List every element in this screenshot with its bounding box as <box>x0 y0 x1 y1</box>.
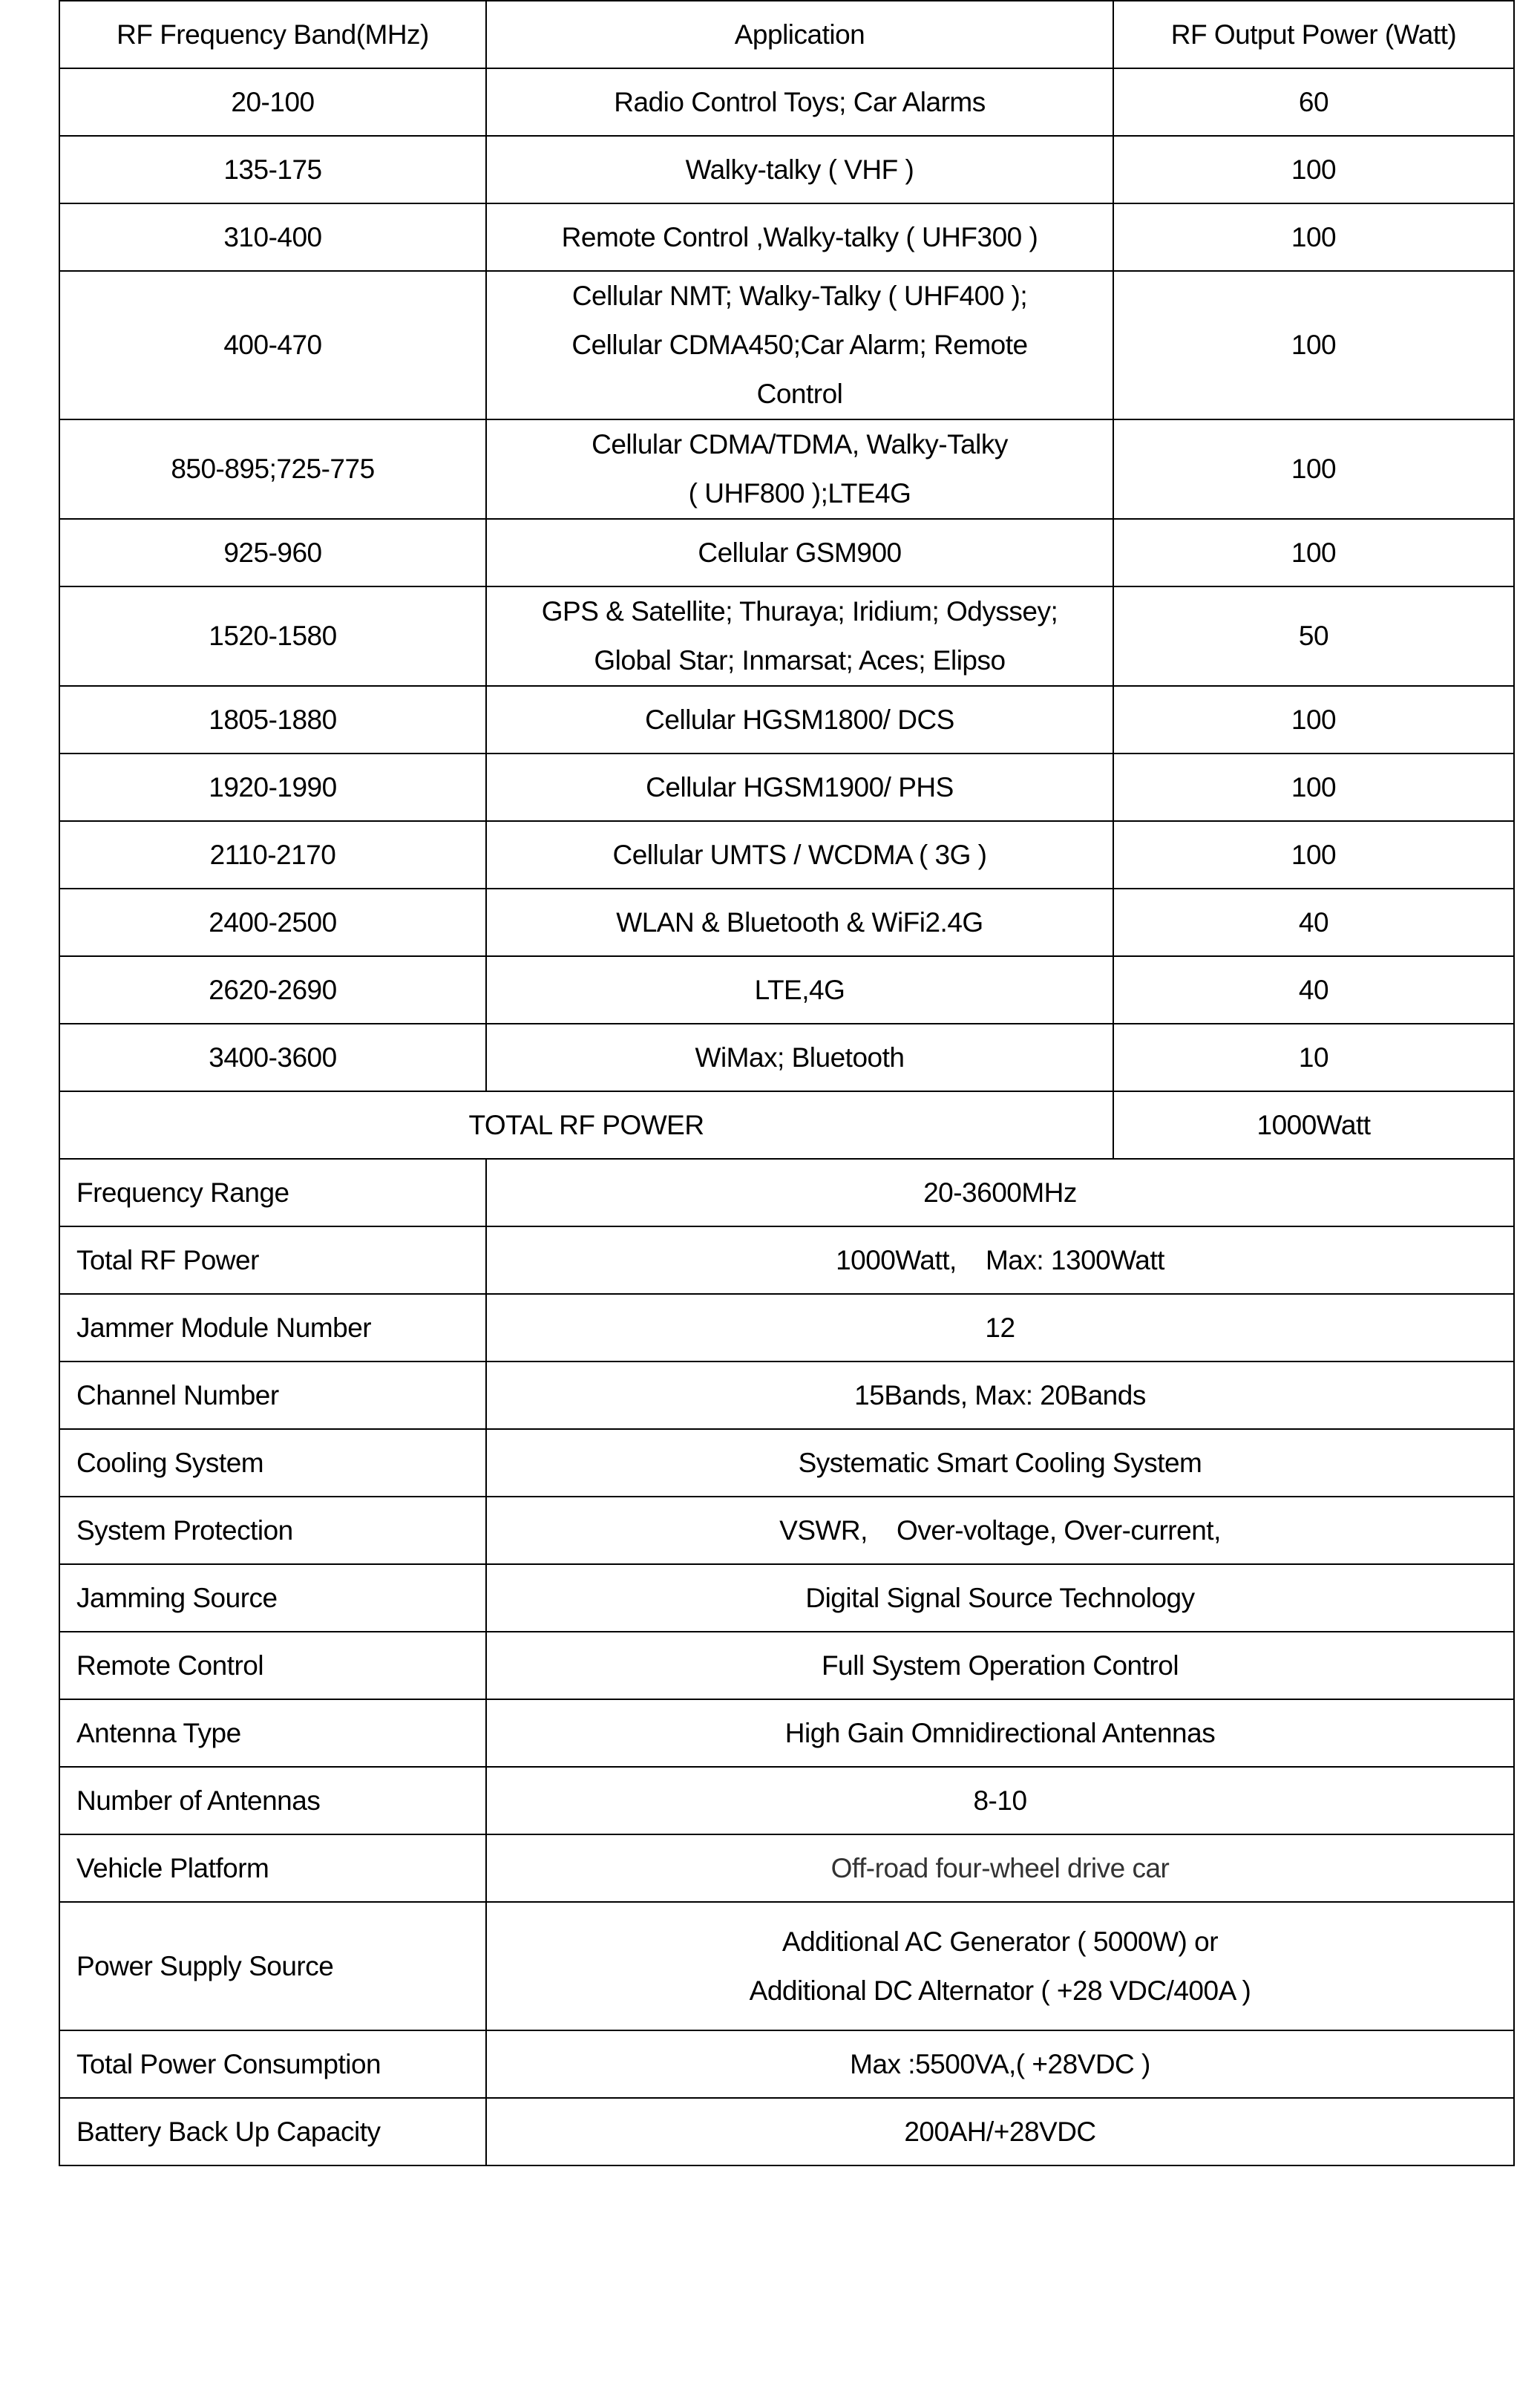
table-row <box>59 519 1514 586</box>
application-line: Control <box>756 379 843 409</box>
band-cell: 1920-1990 <box>59 754 486 821</box>
spec-label: Power Supply Source <box>59 1902 486 2030</box>
spec-label: Jammer Module Number <box>59 1294 486 1362</box>
spec-label: Frequency Range <box>59 1159 486 1226</box>
band-cell: 925-960 <box>59 519 486 586</box>
band-cell: 310-400 <box>59 203 486 271</box>
table-row <box>59 889 1514 956</box>
application-cell: Cellular HGSM1900/ PHS <box>486 754 1113 821</box>
spec-row <box>59 2098 1514 2165</box>
application-line: Cellular NMT; Walky-Talky ( UHF400 ); <box>571 281 1028 311</box>
power-cell: 10 <box>1113 1024 1514 1091</box>
application-line: GPS & Satellite; Thuraya; Iridium; Odyssey; <box>541 596 1058 627</box>
spec-row <box>59 1632 1514 1699</box>
power-cell: 50 <box>1113 586 1514 686</box>
band-cell: 135-175 <box>59 136 486 203</box>
band-cell: 1805-1880 <box>59 686 486 754</box>
total-rf-power-label: TOTAL RF POWER <box>59 1091 1113 1159</box>
spec-value: 200AH/+28VDC <box>486 2098 1514 2165</box>
spec-value: Systematic Smart Cooling System <box>486 1429 1514 1497</box>
spec-value: 15Bands, Max: 20Bands <box>486 1362 1514 1429</box>
table-row <box>59 956 1514 1024</box>
spec-row <box>59 1429 1514 1497</box>
spec-value: 20-3600MHz <box>486 1159 1514 1226</box>
table-row <box>59 686 1514 754</box>
table-row <box>59 586 1514 686</box>
spec-label: Total RF Power <box>59 1226 486 1294</box>
power-cell: 100 <box>1113 203 1514 271</box>
spec-value: 8-10 <box>486 1767 1514 1834</box>
power-cell: 100 <box>1113 271 1514 419</box>
application-cell: Cellular HGSM1800/ DCS <box>486 686 1113 754</box>
spec-label: System Protection <box>59 1497 486 1564</box>
band-cell: 2110-2170 <box>59 821 486 889</box>
application-line: Cellular CDMA/TDMA, Walky-Talky <box>592 429 1008 460</box>
table-row <box>59 754 1514 821</box>
spec-value <box>486 1902 1514 2030</box>
spec-label: Battery Back Up Capacity <box>59 2098 486 2165</box>
spec-row <box>59 1902 1514 2030</box>
spec-label: Channel Number <box>59 1362 486 1429</box>
power-cell: 100 <box>1113 136 1514 203</box>
spec-value: 1000Watt, Max: 1300Watt <box>486 1226 1514 1294</box>
spec-label: Total Power Consumption <box>59 2030 486 2098</box>
spec-value: High Gain Omnidirectional Antennas <box>486 1699 1514 1767</box>
power-cell: 60 <box>1113 68 1514 136</box>
spec-row <box>59 1834 1514 1902</box>
spec-label: Antenna Type <box>59 1699 486 1767</box>
application-cell <box>486 419 1113 519</box>
table-row <box>59 136 1514 203</box>
power-cell: 100 <box>1113 519 1514 586</box>
application-cell: WiMax; Bluetooth <box>486 1024 1113 1091</box>
spec-value: Full System Operation Control <box>486 1632 1514 1699</box>
spec-label: Vehicle Platform <box>59 1834 486 1902</box>
power-cell: 100 <box>1113 754 1514 821</box>
application-cell: Walky-talky ( VHF ) <box>486 136 1113 203</box>
spec-value: Off-road four-wheel drive car <box>486 1834 1514 1902</box>
band-cell: 2620-2690 <box>59 956 486 1024</box>
spec-value: Digital Signal Source Technology <box>486 1564 1514 1632</box>
spec-label: Number of Antennas <box>59 1767 486 1834</box>
table-row <box>59 1024 1514 1091</box>
spec-label: Remote Control <box>59 1632 486 1699</box>
application-line: ( UHF800 );LTE4G <box>688 478 911 509</box>
table-row <box>59 203 1514 271</box>
application-line: Cellular CDMA450;Car Alarm; Remote <box>571 330 1028 360</box>
spec-value: Max :5500VA,( +28VDC ) <box>486 2030 1514 2098</box>
application-cell <box>486 586 1113 686</box>
application-cell: LTE,4G <box>486 956 1113 1024</box>
application-cell <box>486 271 1113 419</box>
application-cell: Remote Control ,Walky-talky ( UHF300 ) <box>486 203 1113 271</box>
header-output-power: RF Output Power (Watt) <box>1113 1 1514 68</box>
spec-row <box>59 1497 1514 1564</box>
total-rf-power-value: 1000Watt <box>1113 1091 1514 1159</box>
total-rf-power-row <box>59 1091 1514 1159</box>
spec-row <box>59 1767 1514 1834</box>
spec-row <box>59 1564 1514 1632</box>
application-cell: Cellular UMTS / WCDMA ( 3G ) <box>486 821 1113 889</box>
spec-row <box>59 1699 1514 1767</box>
band-cell: 1520-1580 <box>59 586 486 686</box>
spec-row <box>59 1226 1514 1294</box>
power-cell: 100 <box>1113 821 1514 889</box>
band-cell: 3400-3600 <box>59 1024 486 1091</box>
header-application: Application <box>486 1 1113 68</box>
application-cell: Cellular GSM900 <box>486 519 1113 586</box>
spec-value-line: Additional DC Alternator ( +28 VDC/400A ) <box>749 1975 1251 2006</box>
band-cell: 20-100 <box>59 68 486 136</box>
header-frequency-band: RF Frequency Band(MHz) <box>59 1 486 68</box>
band-cell: 2400-2500 <box>59 889 486 956</box>
power-cell: 40 <box>1113 956 1514 1024</box>
spec-row <box>59 1362 1514 1429</box>
table-row <box>59 68 1514 136</box>
table-row <box>59 419 1514 519</box>
table-row <box>59 821 1514 889</box>
application-cell: Radio Control Toys; Car Alarms <box>486 68 1113 136</box>
spec-value: 12 <box>486 1294 1514 1362</box>
application-cell: WLAN & Bluetooth & WiFi2.4G <box>486 889 1113 956</box>
spec-row <box>59 2030 1514 2098</box>
power-cell: 40 <box>1113 889 1514 956</box>
spec-value-line: Additional AC Generator ( 5000W) or <box>782 1926 1219 1957</box>
header-row <box>59 1 1514 68</box>
power-cell: 100 <box>1113 419 1514 519</box>
band-cell: 850-895;725-775 <box>59 419 486 519</box>
spec-value: VSWR, Over-voltage, Over-current, <box>486 1497 1514 1564</box>
spec-label: Jamming Source <box>59 1564 486 1632</box>
spec-row <box>59 1159 1514 1226</box>
table-row <box>59 271 1514 419</box>
application-line: Global Star; Inmarsat; Aces; Elipso <box>594 645 1006 676</box>
spec-label: Cooling System <box>59 1429 486 1497</box>
band-cell: 400-470 <box>59 271 486 419</box>
specification-table <box>59 0 1515 2166</box>
spec-row <box>59 1294 1514 1362</box>
power-cell: 100 <box>1113 686 1514 754</box>
